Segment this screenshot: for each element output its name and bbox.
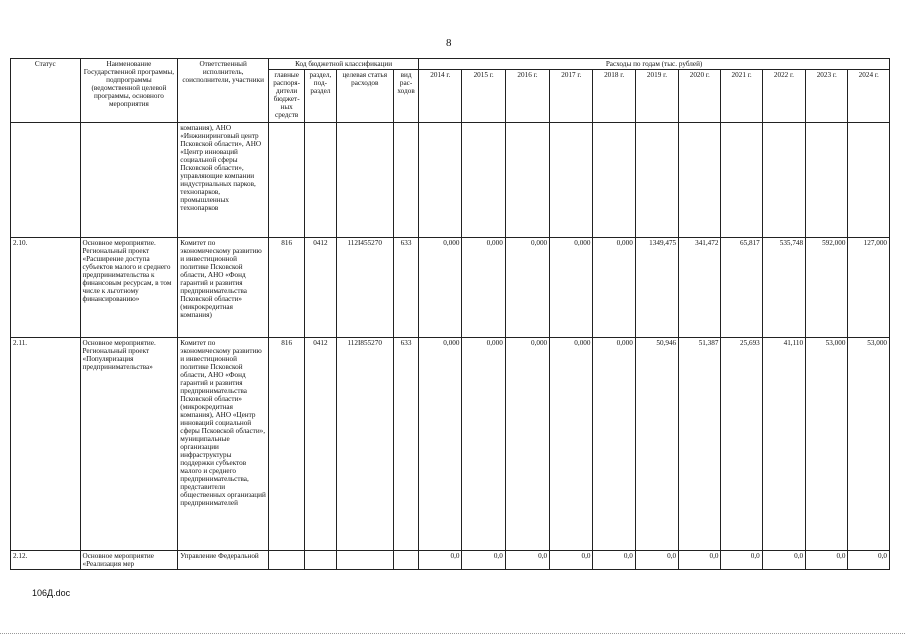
cell-value-2019: 1349,475	[635, 238, 678, 338]
cell-value-2014	[419, 123, 462, 238]
cell-value-2022	[762, 123, 805, 238]
cell-name: Основное мероприятие «Реализация мер	[80, 551, 178, 570]
cell-value-2019	[635, 123, 678, 238]
page-number: 8	[446, 37, 452, 49]
cell-razdel: 0412	[305, 238, 336, 338]
header-year-2015: 2015 г.	[462, 70, 505, 123]
table-row	[11, 338, 890, 551]
cell-value-2024: 53,000	[848, 338, 890, 551]
cell-vr	[393, 551, 418, 570]
header-responsible: Ответственный исполнитель, соисполнители, участники	[178, 59, 269, 123]
header-status: Статус	[11, 59, 81, 123]
cell-vr	[393, 123, 418, 238]
header-row-top	[11, 59, 890, 70]
cell-status	[11, 123, 81, 238]
cell-status: 2.12.	[11, 551, 81, 570]
header-year-2023: 2023 г.	[806, 70, 848, 123]
table-row	[11, 123, 890, 238]
header-year-2016: 2016 г.	[505, 70, 549, 123]
cell-value-2017	[550, 123, 593, 238]
cell-value-2017: 0,000	[550, 338, 593, 551]
cell-razdel	[305, 123, 336, 238]
header-expenses: Расходы по годам (тыс. рублей)	[419, 59, 890, 70]
cell-name: Основное мероприятие. Региональный проект «Расширение доступа субъектов малого и среднего предпринимательства к финансовым ресурсам, в том числе к льготному финансированию»	[80, 238, 178, 338]
cell-value-2021	[721, 123, 762, 238]
header-year-2021: 2021 г.	[721, 70, 762, 123]
scan-edge-line	[0, 633, 905, 634]
cell-value-2016: 0,0	[505, 551, 549, 570]
cell-value-2020: 0,0	[679, 551, 721, 570]
cell-value-2021: 65,817	[721, 238, 762, 338]
cell-value-2016: 0,000	[505, 238, 549, 338]
cell-value-2019: 50,946	[635, 338, 678, 551]
cell-value-2024	[848, 123, 890, 238]
cell-value-2022: 535,748	[762, 238, 805, 338]
cell-value-2023: 53,000	[806, 338, 848, 551]
cell-value-2015: 0,0	[462, 551, 505, 570]
cell-status: 2.10.	[11, 238, 81, 338]
cell-value-2015	[462, 123, 505, 238]
cell-csr: 112I455270	[336, 238, 393, 338]
cell-value-2022: 41,110	[762, 338, 805, 551]
cell-razdel	[305, 551, 336, 570]
cell-value-2015: 0,000	[462, 338, 505, 551]
header-year-2018: 2018 г.	[593, 70, 635, 123]
cell-value-2021: 25,693	[721, 338, 762, 551]
cell-value-2022: 0,0	[762, 551, 805, 570]
header-name: Наименование Государственной программы, подпрограммы (ведомственной целевой программы, основного мероприятия	[80, 59, 178, 123]
budget-table	[10, 58, 890, 570]
cell-value-2017: 0,0	[550, 551, 593, 570]
cell-vr: 633	[393, 338, 418, 551]
header-vr: вид рас-ходов	[393, 70, 418, 123]
header-razdel: раздел, под-раздел	[305, 70, 336, 123]
cell-value-2014: 0,000	[419, 238, 462, 338]
cell-value-2021: 0,0	[721, 551, 762, 570]
cell-value-2019: 0,0	[635, 551, 678, 570]
cell-name	[80, 123, 178, 238]
header-year-2019: 2019 г.	[635, 70, 678, 123]
cell-value-2024: 0,0	[848, 551, 890, 570]
table-row	[11, 551, 890, 570]
cell-value-2017: 0,000	[550, 238, 593, 338]
cell-value-2015: 0,000	[462, 238, 505, 338]
cell-value-2023: 592,000	[806, 238, 848, 338]
cell-csr: 112I855270	[336, 338, 393, 551]
header-year-2017: 2017 г.	[550, 70, 593, 123]
header-csr: целевая статья расходов	[336, 70, 393, 123]
cell-responsible: Управление Федеральной	[178, 551, 269, 570]
header-year-2024: 2024 г.	[848, 70, 890, 123]
cell-value-2014: 0,0	[419, 551, 462, 570]
table-row	[11, 238, 890, 338]
header-year-2020: 2020 г.	[679, 70, 721, 123]
cell-grbs	[269, 123, 305, 238]
header-year-2022: 2022 г.	[762, 70, 805, 123]
cell-responsible: компания), АНО «Инжиниринговый центр Псковской области», АНО «Центр инноваций социальной сферы Псковской области», управляющие компании индустриальных парков, технопарков, промышленных технопарков	[178, 123, 269, 238]
cell-csr	[336, 551, 393, 570]
cell-csr	[336, 123, 393, 238]
header-budget-code: Код бюджетной классификации	[269, 59, 419, 70]
cell-name: Основное мероприятие. Региональный проект «Популяризация предпринимательства»	[80, 338, 178, 551]
cell-value-2023: 0,0	[806, 551, 848, 570]
cell-value-2020	[679, 123, 721, 238]
cell-razdel: 0412	[305, 338, 336, 551]
document-filename: 106Д.doc	[32, 588, 71, 598]
cell-value-2014: 0,000	[419, 338, 462, 551]
cell-value-2018: 0,000	[593, 238, 635, 338]
cell-value-2018: 0,000	[593, 338, 635, 551]
cell-vr: 633	[393, 238, 418, 338]
cell-value-2018	[593, 123, 635, 238]
cell-value-2018: 0,0	[593, 551, 635, 570]
header-grbs: главные распоря-дители бюджет-ных средств	[269, 70, 305, 123]
cell-value-2016: 0,000	[505, 338, 549, 551]
header-year-2014: 2014 г.	[419, 70, 462, 123]
cell-value-2020: 51,387	[679, 338, 721, 551]
cell-value-2016	[505, 123, 549, 238]
cell-value-2024: 127,000	[848, 238, 890, 338]
cell-status: 2.11.	[11, 338, 81, 551]
cell-value-2020: 341,472	[679, 238, 721, 338]
cell-value-2023	[806, 123, 848, 238]
cell-grbs: 816	[269, 238, 305, 338]
cell-grbs	[269, 551, 305, 570]
cell-responsible: Комитет по экономическому развитию и инвестиционной политике Псковской области, АНО «Фонд гарантий и развития предпринимательства Псковской области» (микрокредитная компания), АНО «Центр инноваций социальной сферы Псковской области», муниципальные организации инфраструктуры поддержки субъектов малого и среднего предпринимательства, представители общественных организаций предпринимателей	[178, 338, 269, 551]
cell-grbs: 816	[269, 338, 305, 551]
cell-responsible: Комитет по экономическому развитию и инвестиционной политике Псковской области, АНО «Фонд гарантий и развития предпринимательства Псковской области» (микрокредитная компания)	[178, 238, 269, 338]
